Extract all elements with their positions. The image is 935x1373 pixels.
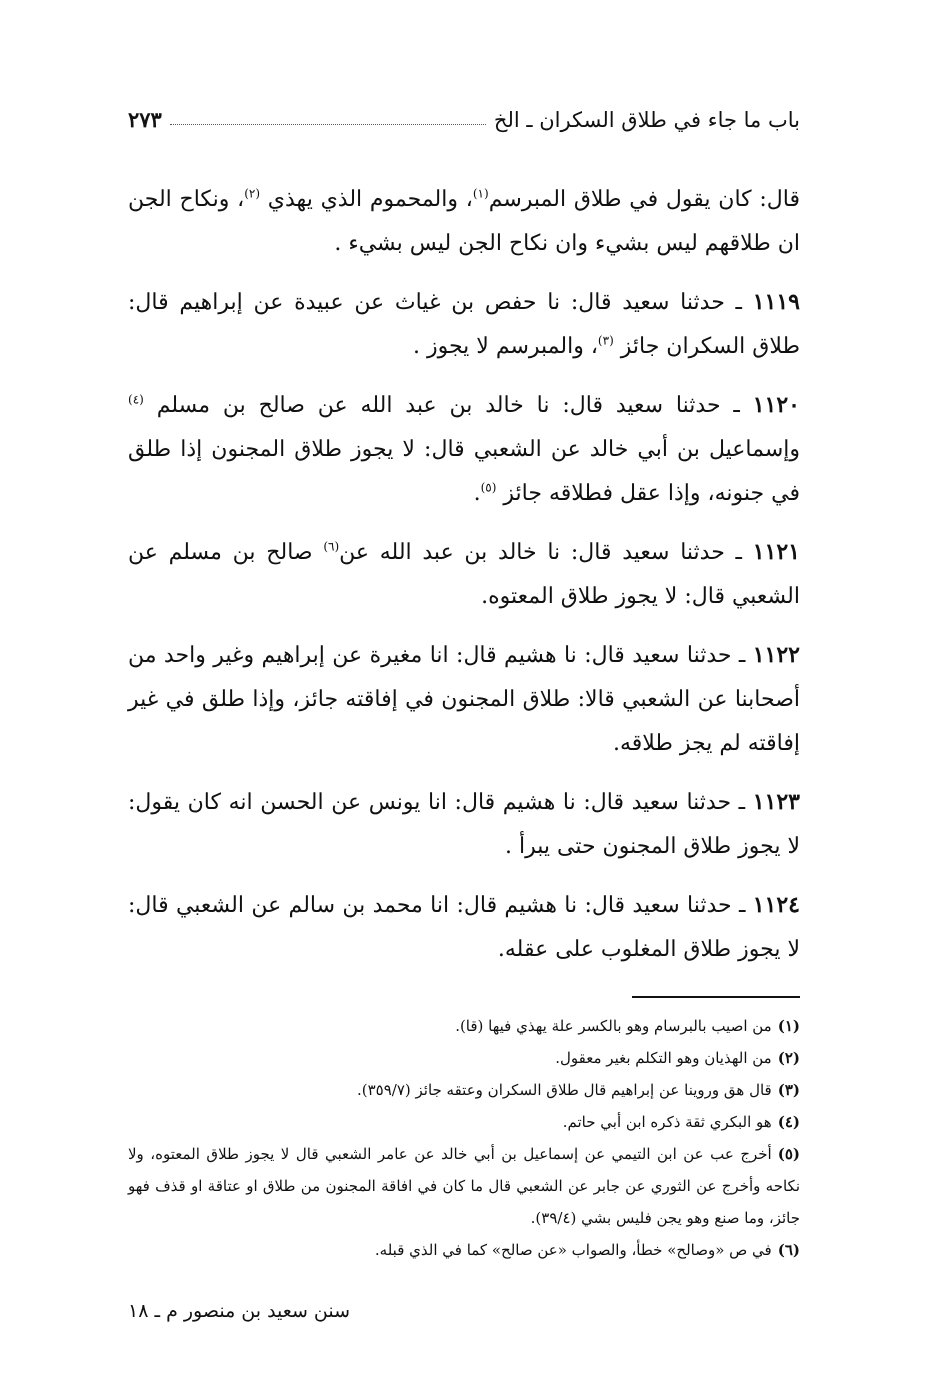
footnote xyxy=(128,1074,800,1106)
hadith-paragraph xyxy=(128,178,800,266)
hadith-paragraph xyxy=(128,633,800,766)
paragraph-text: ـ حدثنا سعيد قال: نا هشيم قال: انا مغيرة عن إبراهيم وغير واحد من أصحابنا عن الشعبي قالا: طلاق المجنون في إفاقته جائز، وإذا طلق في غير إفاقته لم يجز طلاقه. xyxy=(128,643,800,756)
footnote xyxy=(128,1042,800,1074)
paragraph-text: ، ونكاح الجن ان طلاقهم ليس بشيء وان نكاح الجن ليس بشيء . xyxy=(128,187,800,256)
footnote-number: (١) xyxy=(777,1017,800,1035)
paragraph-text: ـ حدثنا سعيد قال: نا هشيم قال: انا محمد بن سالم عن الشعبي قال: لا يجوز طلاق المغلوب على عقله. xyxy=(128,893,800,962)
hadith-number: ١١١٩ xyxy=(752,289,800,315)
footnote xyxy=(128,1010,800,1042)
hadith-number: ١١٢٠ xyxy=(752,392,800,418)
hadith-paragraph xyxy=(128,883,800,972)
header-dotted-leader xyxy=(170,124,486,125)
footnote-number: (٥) xyxy=(777,1145,800,1163)
paragraph-text: ـ حدثنا سعيد قال: نا هشيم قال: انا يونس عن الحسن انه كان يقول: لا يجوز طلاق المجنون حتى يبرأ . xyxy=(128,790,800,859)
footnote-separator xyxy=(632,996,800,998)
hadith-number: ١١٢٤ xyxy=(752,892,800,918)
footnote-marker: (٢) xyxy=(244,186,261,201)
hadith-paragraph xyxy=(128,383,800,516)
running-header xyxy=(128,98,800,132)
footnote-number: (٣) xyxy=(777,1081,800,1099)
hadith-number: ١١٢٢ xyxy=(752,642,800,668)
footnote-number: (٢) xyxy=(777,1049,800,1067)
footnote-marker: (٤) xyxy=(128,392,144,407)
paragraph-text: ـ حدثنا سعيد قال: نا خالد بن عبد الله عن صالح بن مسلم xyxy=(143,393,753,418)
footnote-number: (٦) xyxy=(777,1241,800,1259)
paragraph-text: ، والمبرسم لا يجوز . xyxy=(412,334,598,359)
footnote-number: (٤) xyxy=(777,1113,800,1131)
hadith-paragraph xyxy=(128,780,800,869)
footnote xyxy=(128,1138,800,1234)
running-title: باب ما جاء في طلاق السكران ـ الخ xyxy=(493,108,800,132)
hadith-paragraph xyxy=(128,280,800,369)
footnote-text: من اصيب بالبرسام وهو بالكسر علة يهذي فيها (قا). xyxy=(455,1017,772,1035)
paragraph-text: صالح بن مسلم عن الشعبي قال: لا يجوز طلاق المعتوه. xyxy=(128,540,800,609)
main-text xyxy=(128,178,800,986)
hadith-number: ١١٢١ xyxy=(752,539,800,565)
hadith-paragraph xyxy=(128,530,800,619)
footnote-marker: (٣) xyxy=(597,333,614,348)
footnote-text: من الهذيان وهو التكلم بغير معقول. xyxy=(555,1049,772,1067)
paragraph-text: ، والمحموم الذي يهذي xyxy=(260,187,473,212)
paragraph-text: وإسماعيل بن أبي خالد عن الشعبي قال: لا يجوز طلاق المجنون إذا طلق في جنونه، وإذا عقل فطلاقه جائز xyxy=(128,437,800,506)
signature-line: سنن سعيد بن منصور م ـ ١٨ xyxy=(128,1300,351,1322)
footnote-text: أخرج عب عن ابن التيمي عن إسماعيل بن أبي خالد عن عامر الشعبي قال لا يجوز طلاق المعتوه، ولا نكاحه وأخرج عن الثوري عن جابر عن الشعبي قال ما كان في افاقة المجنون من طلاق او عتاقة او قذف فهو جائز، وما صنع وهو يجن فليس بشي (٣٩/٤). xyxy=(128,1145,800,1227)
paragraph-text: قال: كان يقول في طلاق المبرسم xyxy=(488,187,800,212)
footnote xyxy=(128,1234,800,1266)
footnote-text: قال هق وروينا عن إبراهيم قال طلاق السكران وعتقه جائز (٣٥٩/٧). xyxy=(356,1081,772,1099)
hadith-number: ١١٢٣ xyxy=(752,789,800,815)
paragraph-text: . xyxy=(473,481,481,506)
footnote-marker: (١) xyxy=(472,186,489,201)
paragraph-text: ـ حدثنا سعيد قال: نا حفص بن غياث عن عبيدة عن إبراهيم قال: طلاق السكران جائز xyxy=(128,290,800,359)
footnote-marker: (٦) xyxy=(323,539,340,554)
page-footer xyxy=(128,1300,800,1330)
paragraph-text: ـ حدثنا سعيد قال: نا خالد بن عبد الله عن xyxy=(339,540,753,565)
footnote-text: في ص «وصالح» خطأ، والصواب «عن صالح» كما في الذي قبله. xyxy=(374,1241,772,1259)
footnotes xyxy=(128,1010,800,1266)
footnote-text: هو البكري ثقة ذكره ابن أبي حاتم. xyxy=(562,1113,772,1131)
footnote-marker: (٥) xyxy=(480,480,497,495)
page-number: ٢٧٣ xyxy=(128,107,162,132)
footnote xyxy=(128,1106,800,1138)
